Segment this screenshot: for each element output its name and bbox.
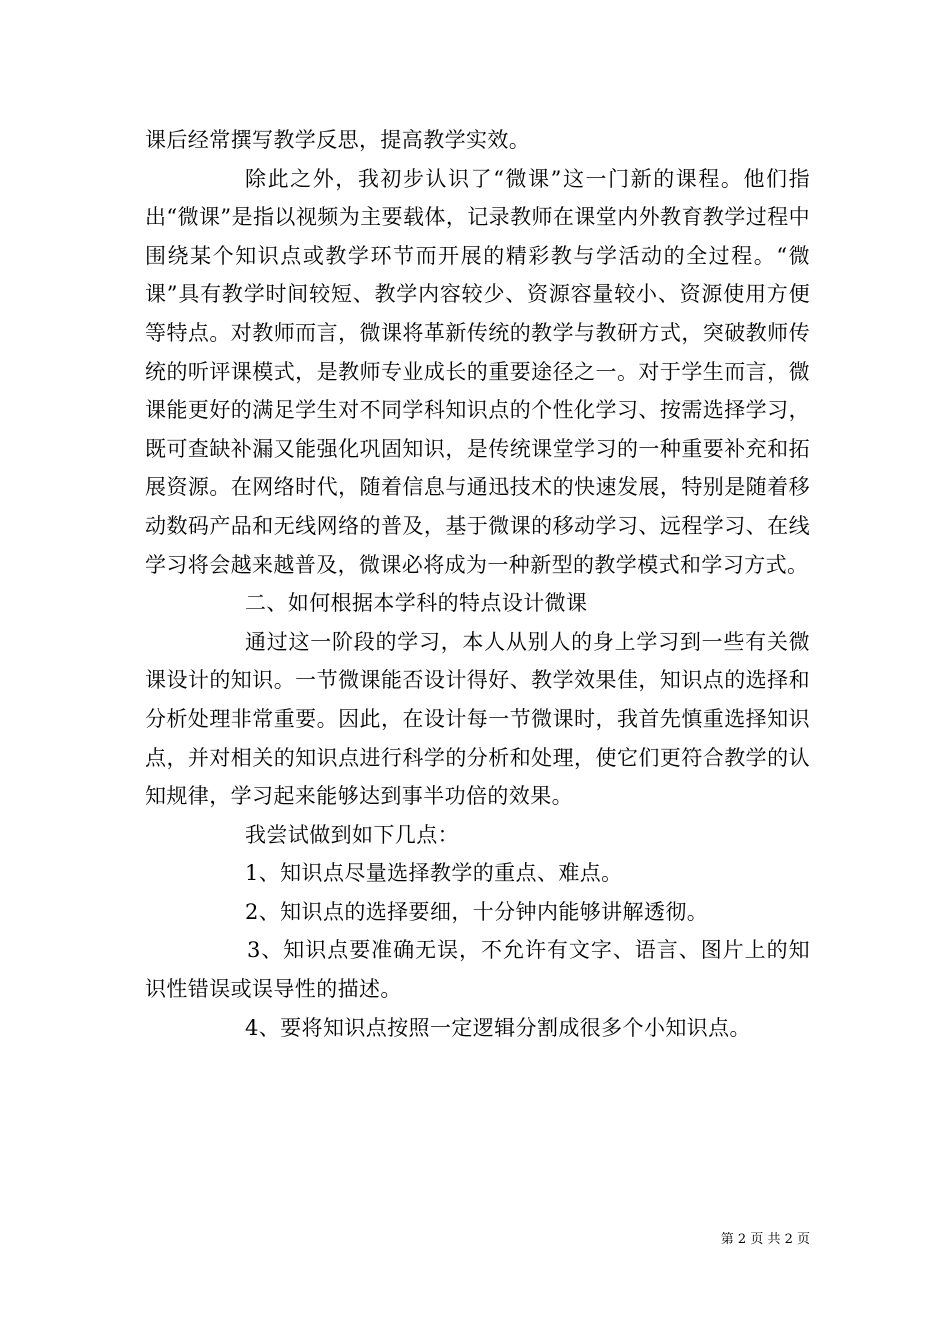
paragraph-list-intro: 我尝试做到如下几点： [245, 822, 459, 847]
list-item-3: 3、知识点要准确无误，不允许有文字、语言、图片上的知识性错误或误导性的描述。 [145, 938, 810, 1002]
paragraph-learning: 通过这一阶段的学习，本人从别人的身上学习到一些有关微课设计的知识。一节微课能否设计得好、教学效果佳，知识点的选择和分析处理非常重要。因此，在设计每一节微课时，我首先慎重选择知识点，并对相关的知识点进行科学的分析和处理，使它们更符合教学的认知规律，学习起来能够达到事半功倍的效果。 [145, 629, 810, 809]
paragraph-continuation: 课后经常撰写教学反思，提高教学实效。 [145, 128, 531, 152]
document-body [145, 121, 810, 1047]
page-number: 第 2 页 共 2 页 [720, 1232, 810, 1247]
section-heading: 二、如何根据本学科的特点设计微课 [245, 591, 588, 616]
list-item-4: 4、要将知识点按照一定逻辑分割成很多个小知识点。 [245, 1015, 751, 1040]
list-item-1: 1、知识点尽量选择教学的重点、难点。 [245, 861, 623, 886]
list-item-2: 2、知识点的选择要细，十分钟内能够讲解透彻。 [245, 899, 709, 924]
paragraph-micro-course-intro: 除此之外，我初步认识了“微课”这一门新的课程。他们指出“微课”是指以视频为主要载体，记录教师在课堂内外教育教学过程中围绕某个知识点或教学环节而开展的精彩教与学活动的全过程。“微课”具有教学时间较短、教学内容较少、资源容量较小、资源使用方便等特点。对教师而言，微课将革新传统的教学与教研方式，突破教师传统的听评课模式，是教师专业成长的重要途径之一。对于学生而言，微课能更好的满足学生对不同学科知识点的个性化学习、按需选择学习，既可查缺补漏又能强化巩固知识，是传统课堂学习的一种重要补充和拓展资源。在网络时代，随着信息与通迅技术的快速发展，特别是随着移动数码产品和无线网络的普及，基于微课的移动学习、远程学习、在线学习将会越来越普及，微课必将成为一种新型的教学模式和学习方式。 [145, 166, 810, 577]
